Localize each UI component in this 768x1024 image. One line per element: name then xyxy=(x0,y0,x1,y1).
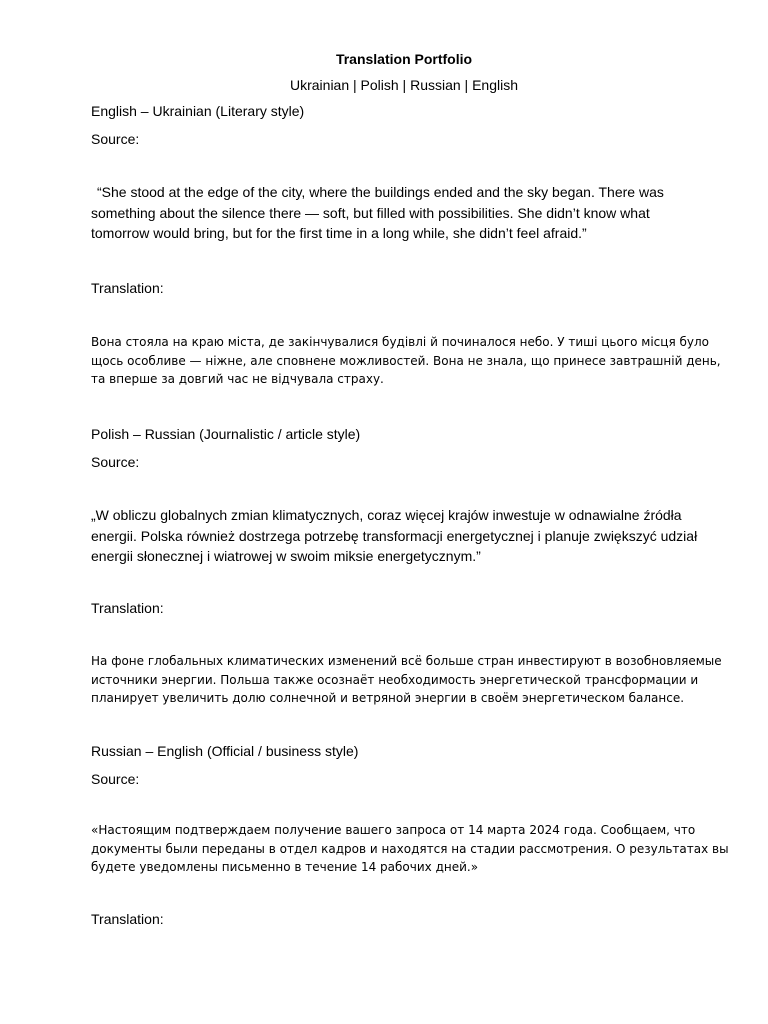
translation-line: Вона стояла на краю міста, де закінчувалися будівлі й починалося небо. У тиші цього місця було xyxy=(91,335,709,349)
source-line: документы были переданы в отдел кадров и находятся на стадии рассмотрения. О результатах вы xyxy=(91,841,729,856)
translation-label: Translation: xyxy=(91,911,164,927)
source-text-ru xyxy=(91,821,729,877)
source-label: Source: xyxy=(91,454,140,470)
section-heading-en-uk: English – Ukrainian (Literary style) xyxy=(91,103,305,119)
language-list: Ukrainian | Polish | Russian | English xyxy=(289,77,518,93)
translation-text-ru xyxy=(91,652,722,708)
source-line: energii słonecznej i wiatrowej w swoim miksie energetycznym.” xyxy=(91,548,481,564)
source-line: something about the silence there — soft, but filled with possibilities. She didn’t know what xyxy=(91,204,650,221)
translation-label: Translation: xyxy=(91,600,164,616)
page-title: Translation Portfolio xyxy=(335,51,473,67)
translation-label: Translation: xyxy=(91,280,164,296)
translation-line: планирует увеличить долю солнечной и ветряной энергии в своём энергетическом балансе. xyxy=(91,691,685,705)
source-text-pl xyxy=(91,505,711,567)
source-line: „W obliczu globalnych zmian klimatycznych, coraz więcej krajów inwestuje w odnawialne źródła xyxy=(91,507,682,523)
translation-text-uk xyxy=(91,333,721,389)
source-text-en xyxy=(91,182,711,244)
section-heading-ru-en: Russian – English (Official / business style) xyxy=(91,743,359,759)
translation-line: та вперше за довгий час не відчувала страху. xyxy=(91,372,384,386)
source-line: “She stood at the edge of the city, where the buildings ended and the sky began. There was xyxy=(97,184,664,200)
source-line: будете уведомлены письменно в течение 14 рабочих дней.» xyxy=(91,860,479,874)
source-label: Source: xyxy=(91,771,140,787)
translation-line: На фоне глобальных климатических изменений всё больше стран инвестируют в возобновляемые xyxy=(91,654,722,668)
translation-line: источники энергии. Польша также осознаёт необходимость энергетической трансформации и xyxy=(91,672,699,687)
section-heading-pl-ru: Polish – Russian (Journalistic / article style) xyxy=(91,426,361,442)
source-line: tomorrow would bring, but for the first time in a long while, she didn’t feel afraid.” xyxy=(91,225,587,241)
source-line: energii. Polska również dostrzega potrzebę transformacji energetycznej i planuje zwiększyć udział xyxy=(91,527,698,544)
source-label: Source: xyxy=(91,131,140,147)
translation-line: щось особливе — ніжне, але сповнене можливостей. Вона не знала, що принесе завтрашній день, xyxy=(91,353,721,368)
source-line: «Настоящим подтверждаем получение вашего запроса от 14 марта 2024 года. Сообщаем, что xyxy=(91,823,696,837)
